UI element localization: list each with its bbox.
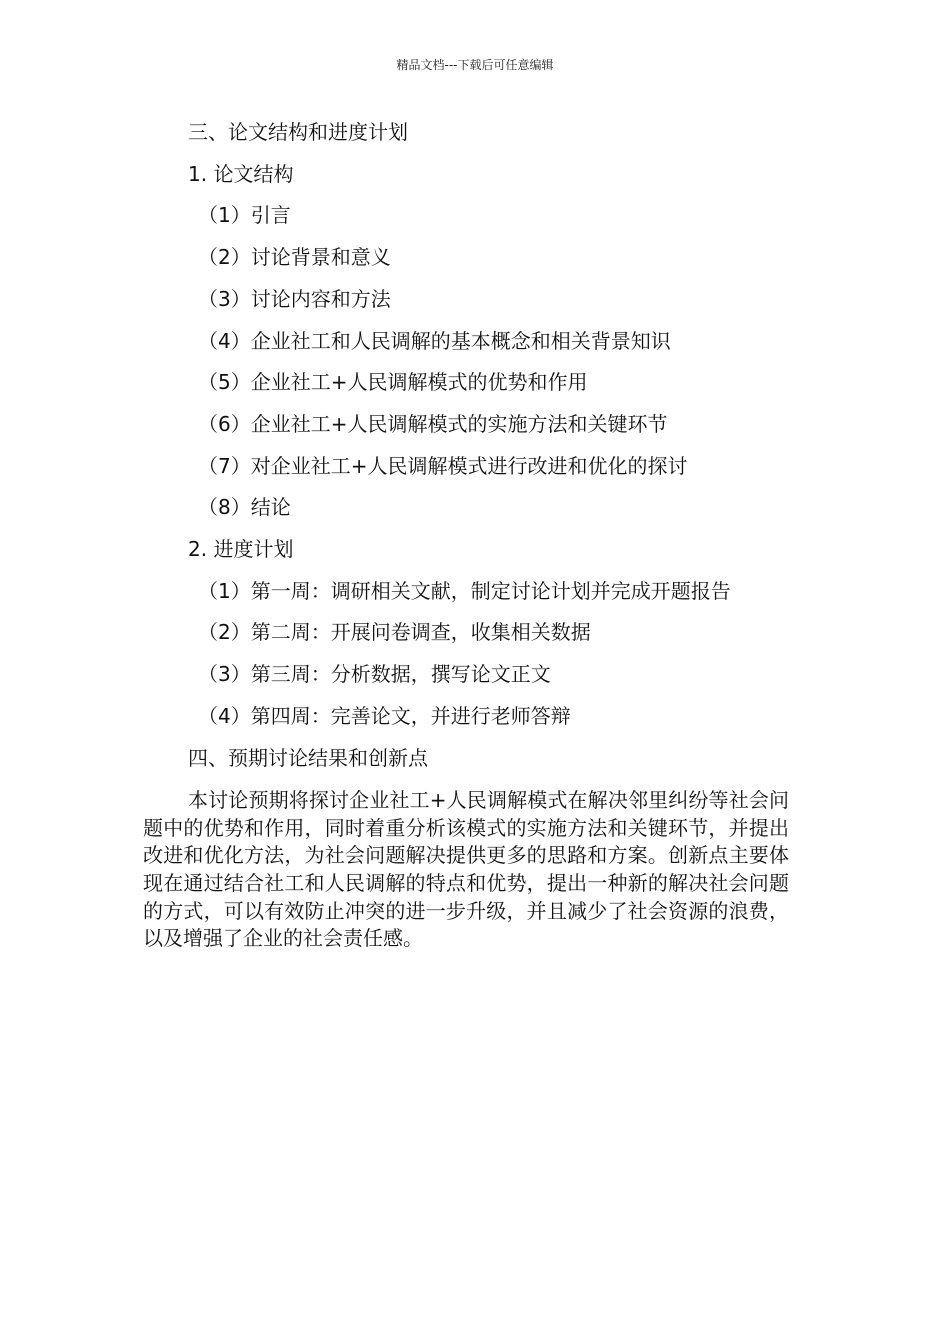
schedule-item: （2）第二周：开展问卷调查，收集相关数据	[198, 620, 591, 645]
schedule-item: （4）第四周：完善论文，并进行老师答辩	[198, 703, 571, 728]
schedule-heading: 2. 进度计划	[188, 537, 294, 562]
structure-item: （1）引言	[198, 203, 291, 228]
structure-item: （7）对企业社工+人民调解模式进行改进和优化的探讨	[198, 453, 688, 478]
structure-heading: 1. 论文结构	[188, 161, 294, 186]
page-header: 精品文档---下载后可任意编辑	[396, 58, 554, 72]
structure-item: （4）企业社工和人民调解的基本概念和相关背景知识	[198, 328, 671, 353]
schedule-item: （3）第三周：分析数据，撰写论文正文	[198, 662, 551, 687]
section-4-heading: 四、预期讨论结果和创新点	[188, 745, 428, 770]
document-body	[143, 112, 789, 953]
body-paragraph: 本讨论预期将探讨企业社工+人民调解模式在解决邻里纠纷等社会问题中的优势和作用，同时着重分析该模式的实施方法和关键环节，并提出改进和优化方法，为社会问题解决提供更多的思路和方案。创新点主要体现在通过结合社工和人民调解的特点和优势，提出一种新的解决社会问题的方式，可以有效防止冲突的进一步升级，并且减少了社会资源的浪费，以及增强了企业的社会责任感。	[143, 788, 789, 951]
structure-item: （3）讨论内容和方法	[198, 286, 391, 311]
structure-item: （6）企业社工+人民调解模式的实施方法和关键环节	[198, 411, 668, 436]
section-3-heading: 三、论文结构和进度计划	[188, 120, 408, 144]
structure-item: （8）结论	[198, 495, 291, 520]
schedule-item: （1）第一周：调研相关文献，制定讨论计划并完成开题报告	[198, 578, 731, 603]
structure-item: （5）企业社工+人民调解模式的优势和作用	[198, 370, 588, 395]
structure-item: （2）讨论背景和意义	[198, 245, 391, 270]
